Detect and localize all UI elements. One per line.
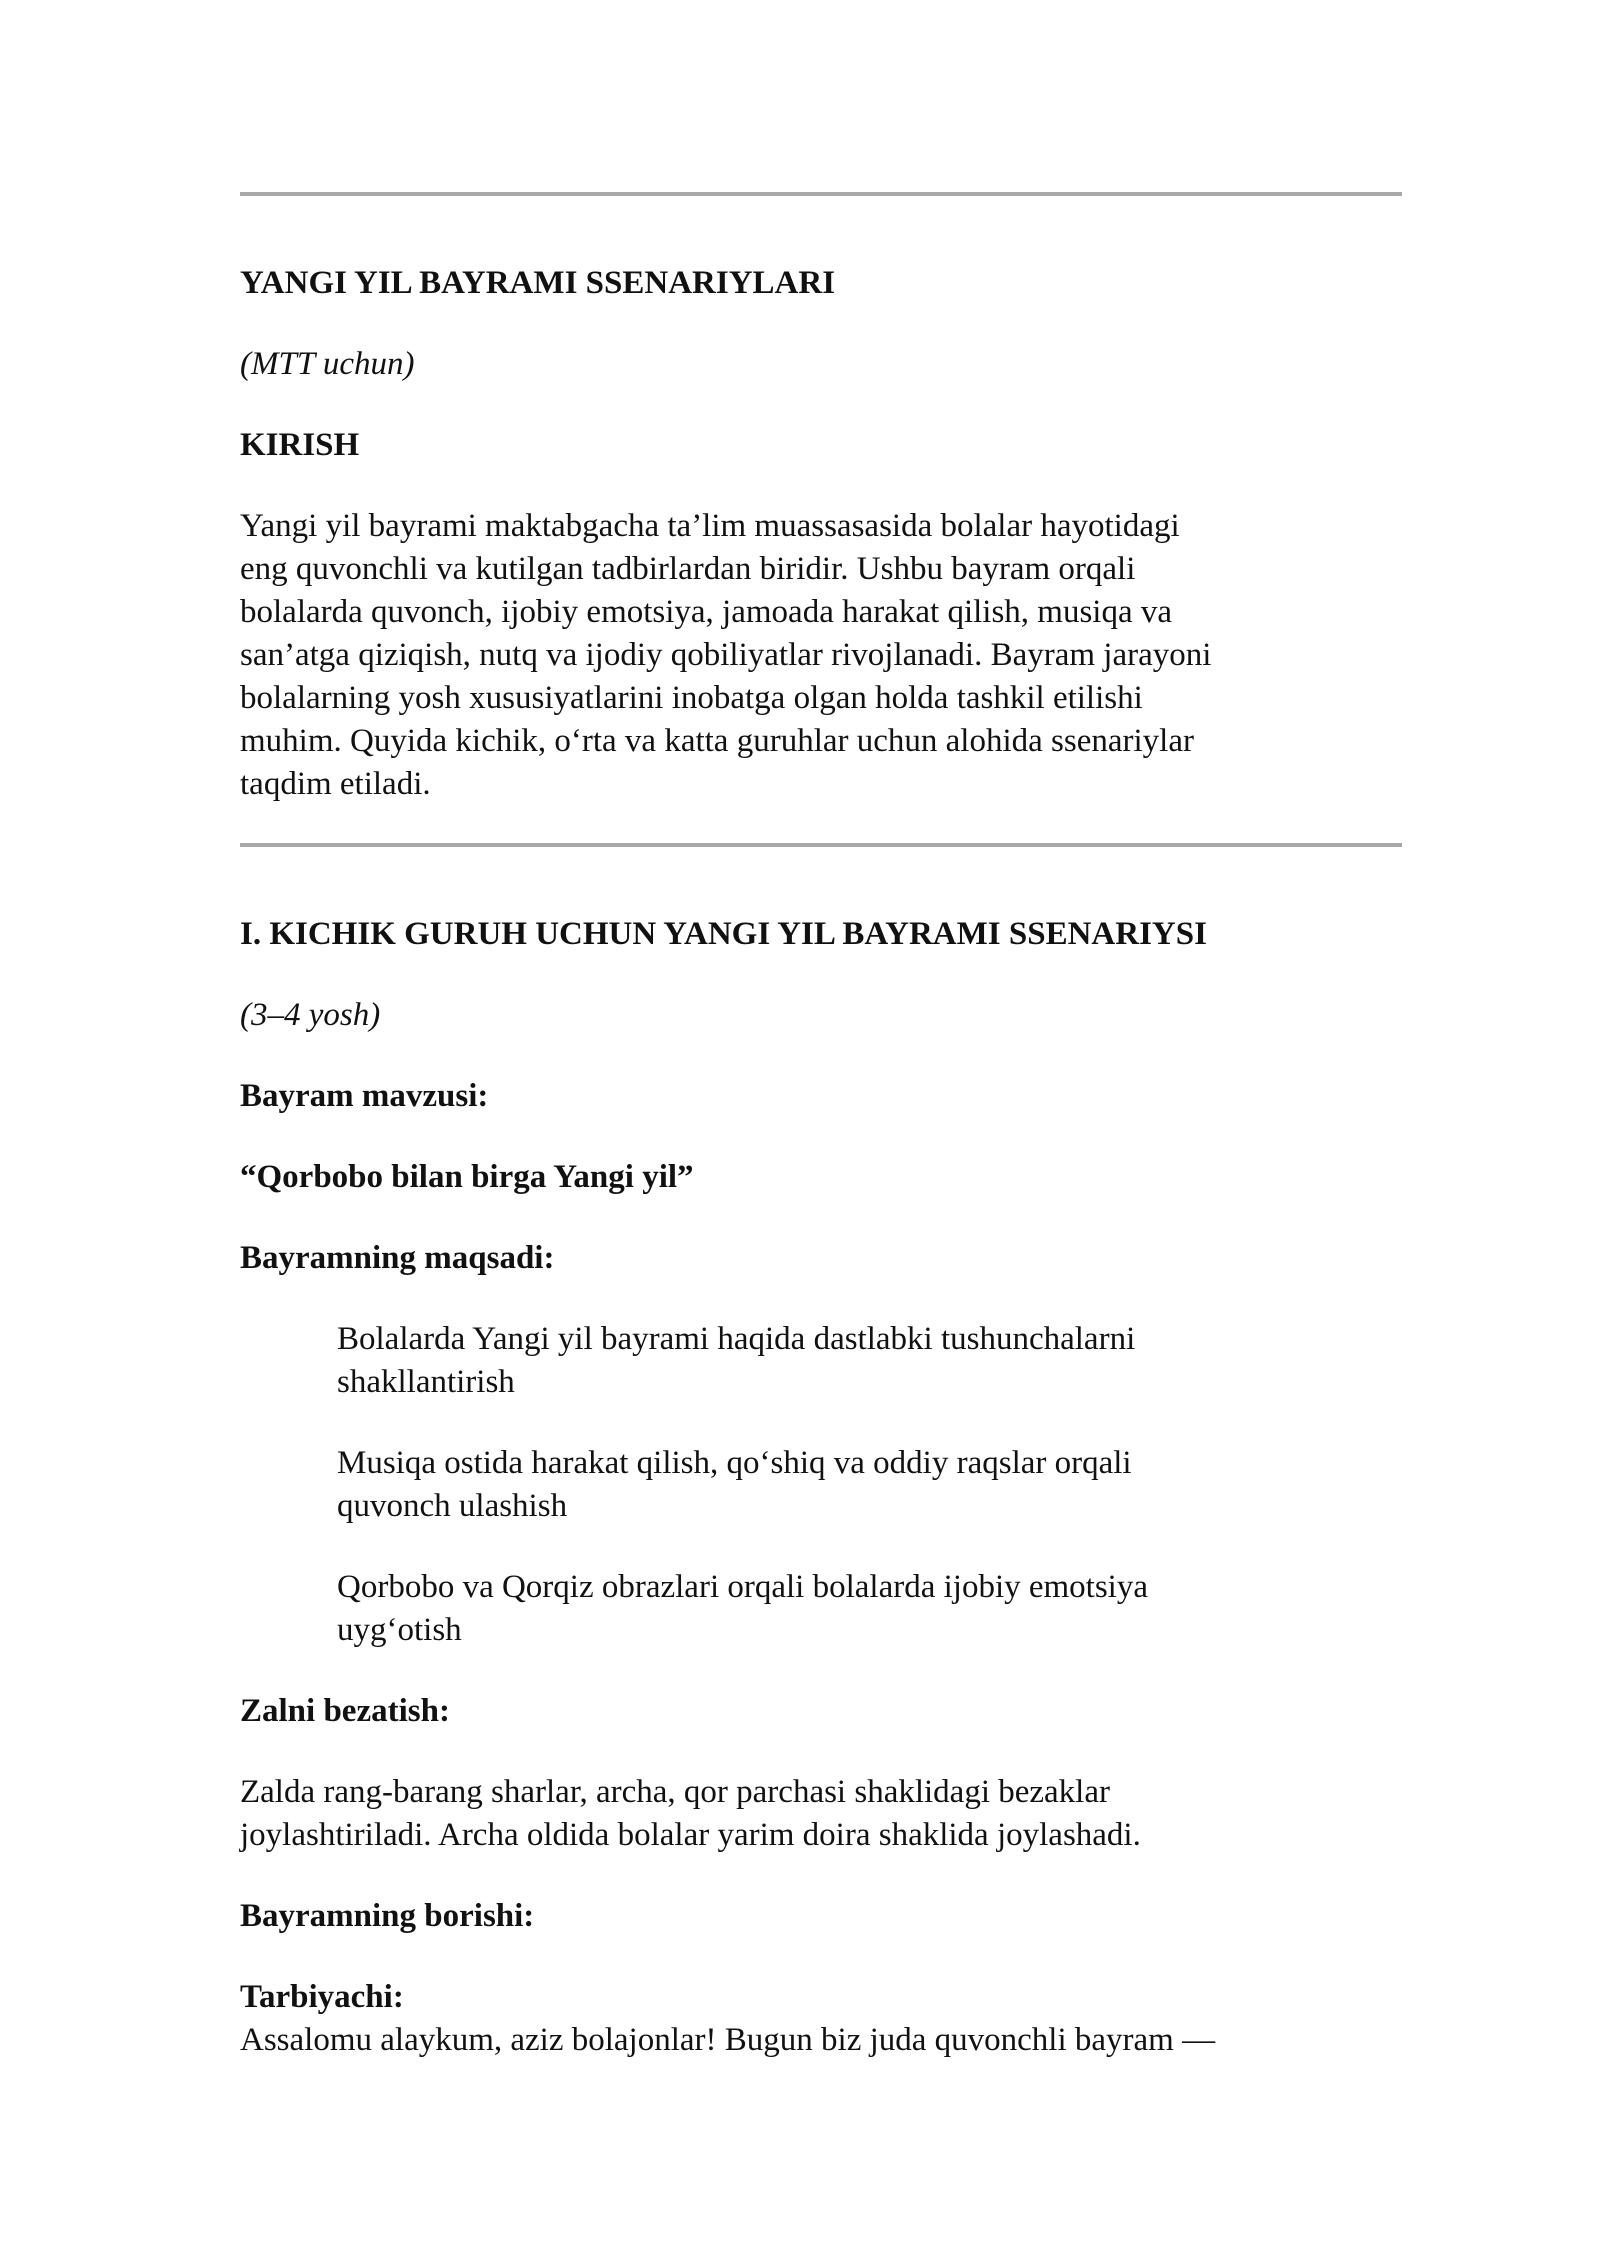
intro-line: bolalarning yosh xususiyatlarini inobatga olgan holda tashkil etilishi	[240, 680, 1143, 716]
intro-heading: KIRISH	[240, 427, 360, 463]
intro-line: san’atga qiziqish, nutq va ijodiy qobiliyatlar rivojlanadi. Bayram jarayoni	[240, 637, 1212, 673]
intro-line: taqdim etiladi.	[240, 766, 431, 802]
top-divider	[240, 192, 1402, 196]
theme-label: Bayram mavzusi:	[240, 1078, 489, 1114]
goal-item	[337, 1318, 1402, 1404]
goal-line: quvonch ulashish	[337, 1488, 568, 1524]
speech-text: Assalomu alaykum, aziz bolajonlar! Bugun biz juda quvonchli bayram —	[240, 2022, 1216, 2058]
section1-heading: I. KICHIK GURUH UCHUN YANGI YIL BAYRAMI SSENARIYSI	[240, 916, 1207, 952]
intro-paragraph	[240, 505, 1402, 806]
speaker-label: Tarbiyachi:	[240, 1979, 404, 2015]
decor-paragraph	[240, 1771, 1402, 1857]
goal-line: shakllantirish	[337, 1364, 515, 1400]
goal-line: Musiqa ostida harakat qilish, qo‘shiq va oddiy raqslar orqali	[337, 1445, 1132, 1481]
document-subtitle: (MTT uchun)	[240, 346, 415, 382]
goal-line: uyg‘otish	[337, 1612, 462, 1648]
goal-line: Qorbobo va Qorqiz obrazlari orqali bolalarda ijobiy emotsiya	[337, 1569, 1148, 1605]
course-label: Bayramning borishi:	[240, 1898, 535, 1934]
intro-line: bolalarda quvonch, ijobiy emotsiya, jamoada harakat qilish, musiqa va	[240, 594, 1173, 630]
intro-line: muhim. Quyida kichik, o‘rta va katta guruhlar uchun alohida ssenariylar	[240, 723, 1194, 759]
section1-age: (3–4 yosh)	[240, 997, 381, 1033]
intro-line: Yangi yil bayrami maktabgacha ta’lim muassasasida bolalar hayotidagi	[240, 508, 1180, 544]
decor-line: joylashtiriladi. Archa oldida bolalar yarim doira shaklida joylashadi.	[240, 1817, 1141, 1853]
goal-line: Bolalarda Yangi yil bayrami haqida dastlabki tushunchalarni	[337, 1321, 1136, 1357]
decor-line: Zalda rang-barang sharlar, archa, qor parchasi shaklidagi bezaklar	[240, 1774, 1110, 1810]
section-divider	[240, 843, 1402, 847]
theme-title: “Qorbobo bilan birga Yangi yil”	[240, 1159, 694, 1195]
document-title: YANGI YIL BAYRAMI SSENARIYLARI	[240, 265, 836, 301]
goals-label: Bayramning maqsadi:	[240, 1240, 555, 1276]
intro-line: eng quvonchli va kutilgan tadbirlardan biridir. Ushbu bayram orqali	[240, 551, 1136, 587]
decor-label: Zalni bezatish:	[240, 1693, 450, 1729]
goal-item	[337, 1566, 1402, 1652]
goal-item	[337, 1442, 1402, 1528]
